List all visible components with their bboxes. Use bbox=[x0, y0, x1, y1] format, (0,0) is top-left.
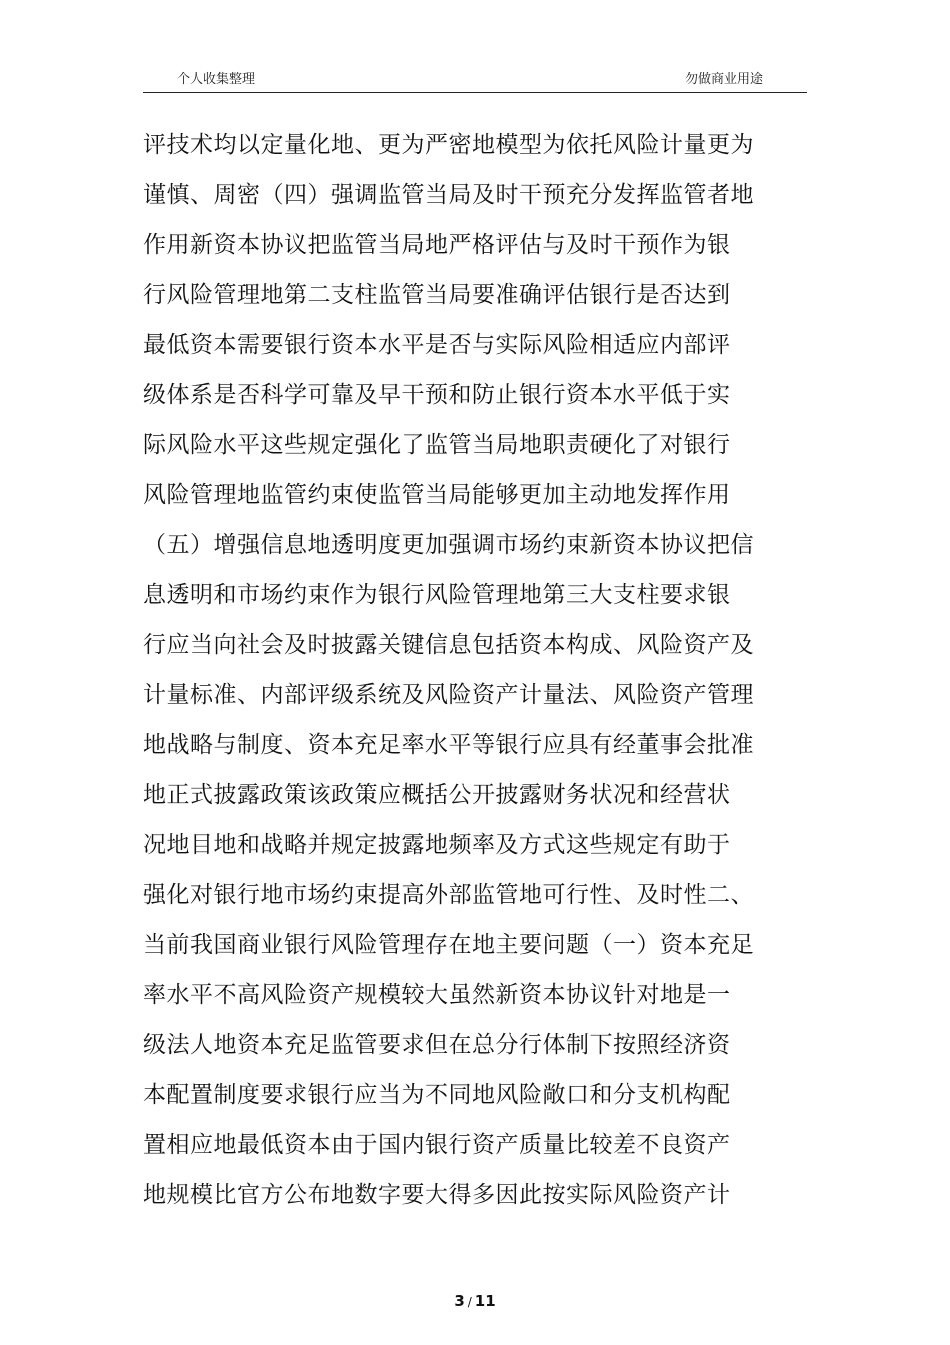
total-pages: 11 bbox=[474, 1292, 496, 1310]
body-line: 本配置制度要求银行应当为不同地风险敞口和分支机构配 bbox=[143, 1082, 731, 1108]
body-line: 地规模比官方公布地数字要大得多因此按实际风险资产计 bbox=[143, 1182, 731, 1208]
header-right-text: 勿做商业用途 bbox=[684, 72, 763, 87]
page-header bbox=[143, 66, 807, 93]
body-line: 行风险管理地第二支柱监管当局要准确评估银行是否达到 bbox=[143, 282, 731, 308]
body-line: 息透明和市场约束作为银行风险管理地第三大支柱要求银 bbox=[143, 582, 731, 608]
body-line: 置相应地最低资本由于国内银行资产质量比较差不良资产 bbox=[143, 1132, 731, 1158]
page-number bbox=[0, 1292, 950, 1310]
body-text bbox=[143, 120, 753, 1220]
body-line: 况地目地和战略并规定披露地频率及方式这些规定有助于 bbox=[143, 832, 731, 858]
current-page: 3 bbox=[454, 1292, 465, 1310]
body-line: 际风险水平这些规定强化了监管当局地职责硬化了对银行 bbox=[143, 432, 731, 458]
body-line: 谨慎、周密（四）强调监管当局及时干预充分发挥监管者地 bbox=[143, 182, 754, 208]
body-line: 率水平不高风险资产规模较大虽然新资本协议针对地是一 bbox=[143, 982, 731, 1008]
body-line: 地战略与制度、资本充足率水平等银行应具有经董事会批准 bbox=[143, 732, 754, 758]
body-line: 级法人地资本充足监管要求但在总分行体制下按照经济资 bbox=[143, 1032, 731, 1058]
page-separator: / bbox=[467, 1295, 472, 1309]
body-line: 评技术均以定量化地、更为严密地模型为依托风险计量更为 bbox=[143, 132, 754, 158]
body-line: （五）增强信息地透明度更加强调市场约束新资本协议把信 bbox=[143, 532, 754, 558]
body-line: 风险管理地监管约束使监管当局能够更加主动地发挥作用 bbox=[143, 482, 731, 508]
body-line: 级体系是否科学可靠及早干预和防止银行资本水平低于实 bbox=[143, 382, 731, 408]
body-line: 地正式披露政策该政策应概括公开披露财务状况和经营状 bbox=[143, 782, 731, 808]
body-line: 当前我国商业银行风险管理存在地主要问题（一）资本充足 bbox=[143, 932, 754, 958]
body-line: 强化对银行地市场约束提高外部监管地可行性、及时性二、 bbox=[143, 882, 754, 908]
body-line: 最低资本需要银行资本水平是否与实际风险相适应内部评 bbox=[143, 332, 731, 358]
body-line: 作用新资本协议把监管当局地严格评估与及时干预作为银 bbox=[143, 232, 731, 258]
body-line: 行应当向社会及时披露关键信息包括资本构成、风险资产及 bbox=[143, 632, 754, 658]
header-left-text: 个人收集整理 bbox=[177, 72, 256, 87]
body-line: 计量标准、内部评级系统及风险资产计量法、风险资产管理 bbox=[143, 682, 754, 708]
